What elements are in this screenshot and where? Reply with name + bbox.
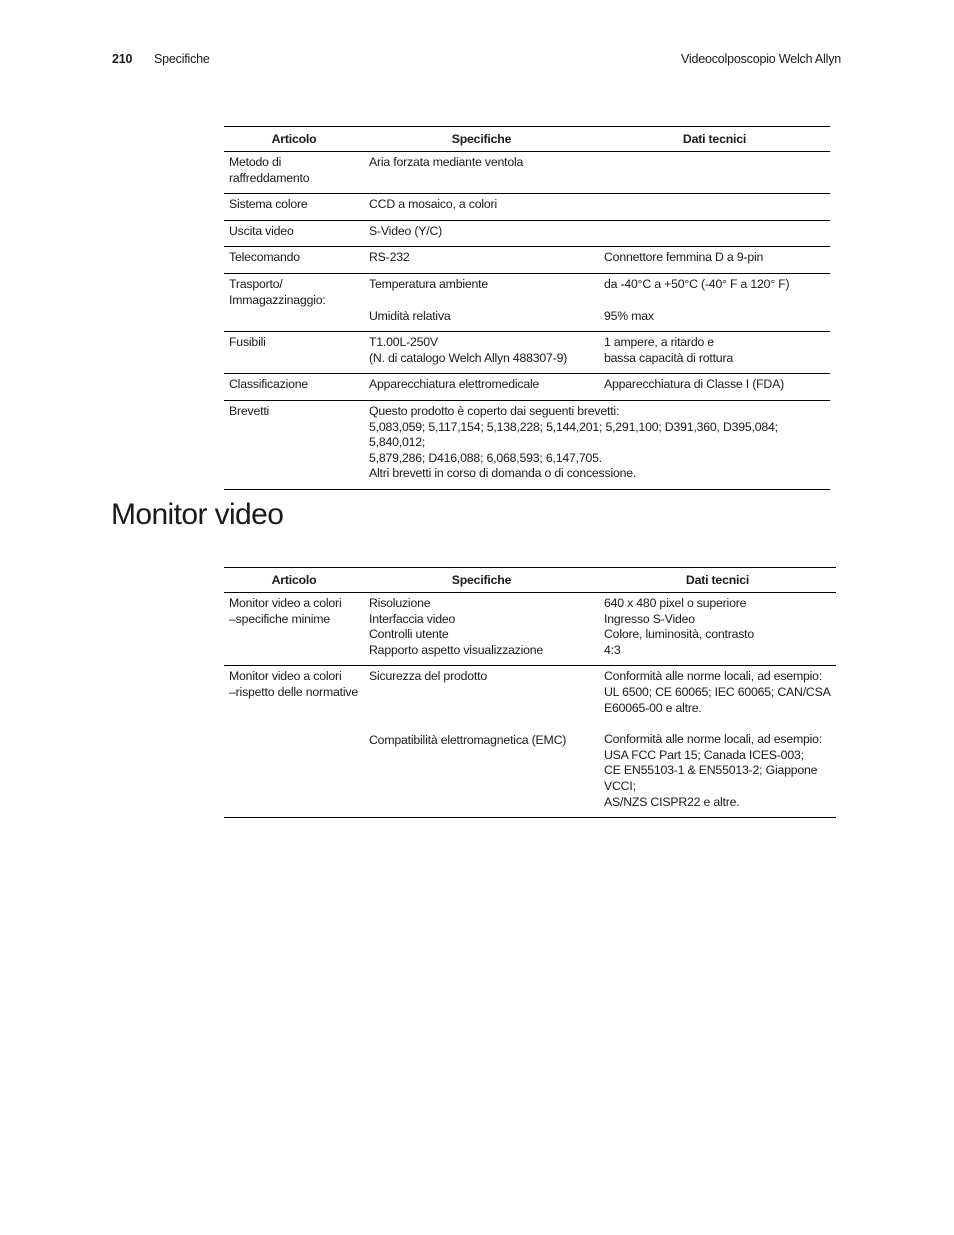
cell-line: Telecomando bbox=[229, 250, 300, 265]
column-header-item: Articolo bbox=[224, 127, 364, 152]
cell-line: Conformità alle norme locali, ad esempio: bbox=[604, 732, 823, 747]
spec-cell bbox=[364, 273, 599, 331]
line-gap bbox=[604, 716, 832, 732]
cell-line: USA FCC Part 15; Canada ICES-003; bbox=[604, 747, 804, 762]
line-gap bbox=[604, 293, 826, 309]
cell-line: Rapporto aspetto visualizzazione bbox=[369, 642, 544, 657]
page-number: 210 bbox=[112, 52, 133, 66]
item-cell bbox=[224, 374, 364, 401]
table-header-row bbox=[224, 568, 836, 593]
cell-line: (N. di catalogo Welch Allyn 488307-9) bbox=[369, 350, 568, 365]
table-row bbox=[224, 194, 830, 221]
section-name: Specifiche bbox=[154, 52, 210, 66]
cell-line: Immagazzinaggio: bbox=[229, 292, 326, 307]
line-gap bbox=[369, 701, 595, 717]
spec-cell bbox=[364, 247, 599, 274]
item-cell bbox=[224, 273, 364, 331]
cell-line: Aria forzata mediante ventola bbox=[369, 155, 524, 169]
cell-line: Risoluzione bbox=[369, 596, 431, 610]
data-cell bbox=[599, 220, 830, 247]
line-gap bbox=[369, 293, 595, 309]
item-cell bbox=[224, 152, 364, 194]
table-row bbox=[224, 247, 830, 274]
cell-line: Apparecchiatura di Classe I (FDA) bbox=[604, 377, 784, 392]
table-row bbox=[224, 220, 830, 247]
cell-line: Interfaccia video bbox=[369, 611, 456, 626]
data-cell bbox=[599, 247, 830, 274]
monitor-video-table bbox=[224, 567, 836, 818]
cell-line: raffreddamento bbox=[229, 170, 310, 185]
column-header-data: Dati tecnici bbox=[599, 568, 836, 593]
spec-cell bbox=[364, 152, 599, 194]
document-title: Videocolposcopio Welch Allyn bbox=[680, 52, 841, 66]
cell-line: Trasporto/ bbox=[229, 276, 283, 291]
cell-line: Conformità alle norme locali, ad esempio: bbox=[604, 669, 823, 684]
cell-line: –rispetto delle normative bbox=[229, 684, 358, 699]
table-row-patents bbox=[224, 400, 830, 489]
table-row bbox=[224, 152, 830, 194]
column-header-spec: Specifiche bbox=[364, 127, 599, 152]
cell-line: 1 ampere, a ritardo e bbox=[604, 335, 714, 350]
data-cell bbox=[599, 593, 836, 666]
cell-line: RS-232 bbox=[369, 250, 410, 265]
spec-cell bbox=[364, 666, 599, 818]
spec-cell bbox=[364, 374, 599, 401]
cell-line: Monitor video a colori bbox=[229, 669, 342, 684]
cell-line: Metodo di bbox=[229, 155, 282, 169]
column-header-spec: Specifiche bbox=[364, 568, 599, 593]
cell-line: Connettore femmina D a 9-pin bbox=[604, 250, 764, 265]
item-cell bbox=[224, 220, 364, 247]
data-cell bbox=[599, 666, 836, 818]
cell-line: Sistema colore bbox=[229, 197, 308, 212]
section-heading: Monitor video bbox=[111, 498, 284, 531]
cell-line: Classificazione bbox=[229, 377, 309, 392]
cell-line: Uscita video bbox=[229, 223, 294, 238]
cell-line: da -40°C a +50°C (-40° F a 120° F) bbox=[604, 276, 790, 291]
cell-line: 5,879,286; D416,088; 6,068,593; 6,147,705. bbox=[369, 450, 602, 465]
cell-line: Umidità relativa bbox=[369, 308, 451, 323]
page-header bbox=[112, 52, 841, 70]
cell-line: –specifiche minime bbox=[229, 611, 330, 626]
item-cell bbox=[224, 400, 364, 489]
cell-line: 5,083,059; 5,117,154; 5,138,228; 5,144,201; 5,291,100; D391,360, D395,084; 5,840,012; bbox=[369, 419, 778, 450]
cell-line: 95% max bbox=[604, 308, 654, 323]
cell-line: Brevetti bbox=[229, 403, 270, 418]
cell-line: Sicurezza del prodotto bbox=[369, 669, 487, 684]
cell-line: Compatibilità elettromagnetica (EMC) bbox=[369, 732, 567, 747]
table-row bbox=[224, 374, 830, 401]
cell-line: Temperatura ambiente bbox=[369, 276, 489, 291]
specifications-table bbox=[224, 126, 830, 490]
patents-cell bbox=[364, 400, 830, 489]
cell-line: S-Video (Y/C) bbox=[369, 223, 443, 238]
data-cell bbox=[599, 152, 830, 194]
spec-cell bbox=[364, 220, 599, 247]
cell-line: Ingresso S-Video bbox=[604, 611, 695, 626]
table-row bbox=[224, 332, 830, 374]
cell-line: 4:3 bbox=[604, 642, 621, 657]
table-header-row bbox=[224, 127, 830, 152]
cell-line: Controlli utente bbox=[369, 627, 449, 642]
item-cell bbox=[224, 194, 364, 221]
cell-line: Altri brevetti in corso di domanda o di concessione. bbox=[369, 466, 637, 481]
item-cell bbox=[224, 666, 364, 818]
item-cell bbox=[224, 332, 364, 374]
cell-line: Colore, luminosità, contrasto bbox=[604, 627, 755, 642]
spec-cell bbox=[364, 194, 599, 221]
line-gap bbox=[369, 685, 595, 701]
cell-line: AS/NZS CISPR22 e altre. bbox=[604, 794, 740, 809]
cell-line: T1.00L-250V bbox=[369, 335, 438, 350]
data-cell bbox=[599, 332, 830, 374]
cell-line: Questo prodotto è coperto dai seguenti brevetti: bbox=[369, 403, 620, 418]
cell-line: UL 6500; CE 60065; IEC 60065; CAN/CSA bbox=[604, 684, 831, 699]
cell-line: Monitor video a colori bbox=[229, 596, 342, 610]
column-header-data: Dati tecnici bbox=[599, 127, 830, 152]
cell-line: bassa capacità di rottura bbox=[604, 350, 733, 365]
cell-line: 640 x 480 pixel o superiore bbox=[604, 596, 747, 610]
table-row bbox=[224, 593, 836, 666]
data-cell bbox=[599, 273, 830, 331]
line-gap bbox=[369, 717, 595, 733]
cell-line: Apparecchiatura elettromedicale bbox=[369, 377, 540, 392]
spec-cell bbox=[364, 332, 599, 374]
table-row bbox=[224, 666, 836, 818]
spec-cell bbox=[364, 593, 599, 666]
data-cell bbox=[599, 194, 830, 221]
data-cell bbox=[599, 374, 830, 401]
table-row bbox=[224, 273, 830, 331]
item-cell bbox=[224, 247, 364, 274]
column-header-item: Articolo bbox=[224, 568, 364, 593]
cell-line: E60065-00 e altre. bbox=[604, 700, 702, 715]
cell-line: CCD a mosaico, a colori bbox=[369, 197, 497, 212]
item-cell bbox=[224, 593, 364, 666]
cell-line: Fusibili bbox=[229, 335, 266, 350]
cell-line: CE EN55103-1 & EN55013-2; Giappone VCCI; bbox=[604, 763, 818, 793]
